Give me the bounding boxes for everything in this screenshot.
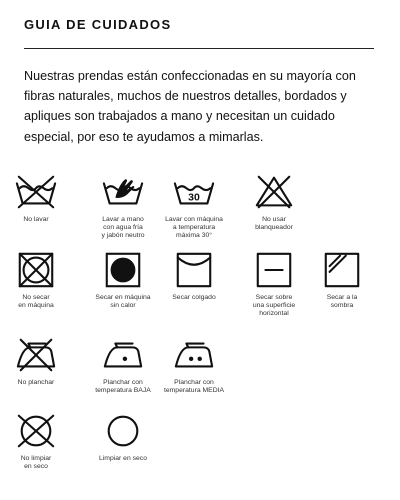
care-label: Lavar con máquina a temperatura máxima 30° [165,216,223,239]
no-wash-icon [15,174,57,210]
care-label: No lavar [23,216,49,223]
care-label: Secar colgado [172,294,216,301]
no-iron-icon [15,337,57,373]
care-item-hand-wash [87,174,159,240]
care-item-iron-medium [158,337,230,395]
hand-wash-icon [102,174,144,210]
care-label: No usar blanqueador [255,216,293,231]
care-row-iron [0,337,400,417]
care-label: Secar a la sombra [326,294,358,309]
care-item-line-dry [158,252,230,302]
page-title: GUIA DE CUIDADOS [24,17,172,32]
care-label: No planchar [17,379,55,386]
care-item-dry-clean [87,413,159,463]
care-label: No limpiar en seco [20,455,52,470]
dry-flat-icon [253,252,295,288]
care-item-no-iron [0,337,72,387]
machine-wash-30-icon [173,174,215,210]
care-item-dry-shade [306,252,378,310]
dry-clean-icon [102,413,144,449]
care-label: Planchar con temperatura BAJA [95,379,151,394]
care-label: Planchar con temperatura MEDIA [163,379,225,394]
care-label: Limpiar en seco [99,455,147,462]
care-item-no-wash [0,174,72,224]
divider [24,48,374,49]
care-item-machine-wash-30 [158,174,230,240]
no-dry-clean-icon [15,413,57,449]
care-item-no-tumble-dry [0,252,72,310]
iron-low-icon [102,337,144,373]
care-row-dry-clean [0,413,400,493]
no-tumble-dry-icon [15,252,57,288]
care-item-no-bleach [238,174,310,232]
no-bleach-icon [253,174,295,210]
care-label: Secar en máquina sin calor [95,294,151,309]
intro-text: Nuestras prendas están confeccionadas en su mayoría con fibras naturales, muchos de nuestros detalles, bordados y apliques son trabajados a mano y necesitan un cuidado especial, por eso te ayudamos a mimarlas. [24,69,356,144]
care-item-no-dry-clean [0,413,72,471]
care-label: Lavar a mano con agua fría y jabón neutro [101,216,145,239]
care-item-iron-low [87,337,159,395]
care-row-dry [0,252,400,332]
line-dry-icon [173,252,215,288]
iron-medium-icon [173,337,215,373]
care-item-dry-flat [238,252,310,318]
care-label: Secar sobre una superficie horizontal [252,294,296,317]
dry-shade-icon [321,252,363,288]
care-item-tumble-dry-no-heat [87,252,159,310]
care-label: No secar en máquina [18,294,54,309]
temperature-label: 30 [188,191,200,204]
care-row-wash [0,174,400,254]
tumble-dry-no-heat-icon [102,252,144,288]
